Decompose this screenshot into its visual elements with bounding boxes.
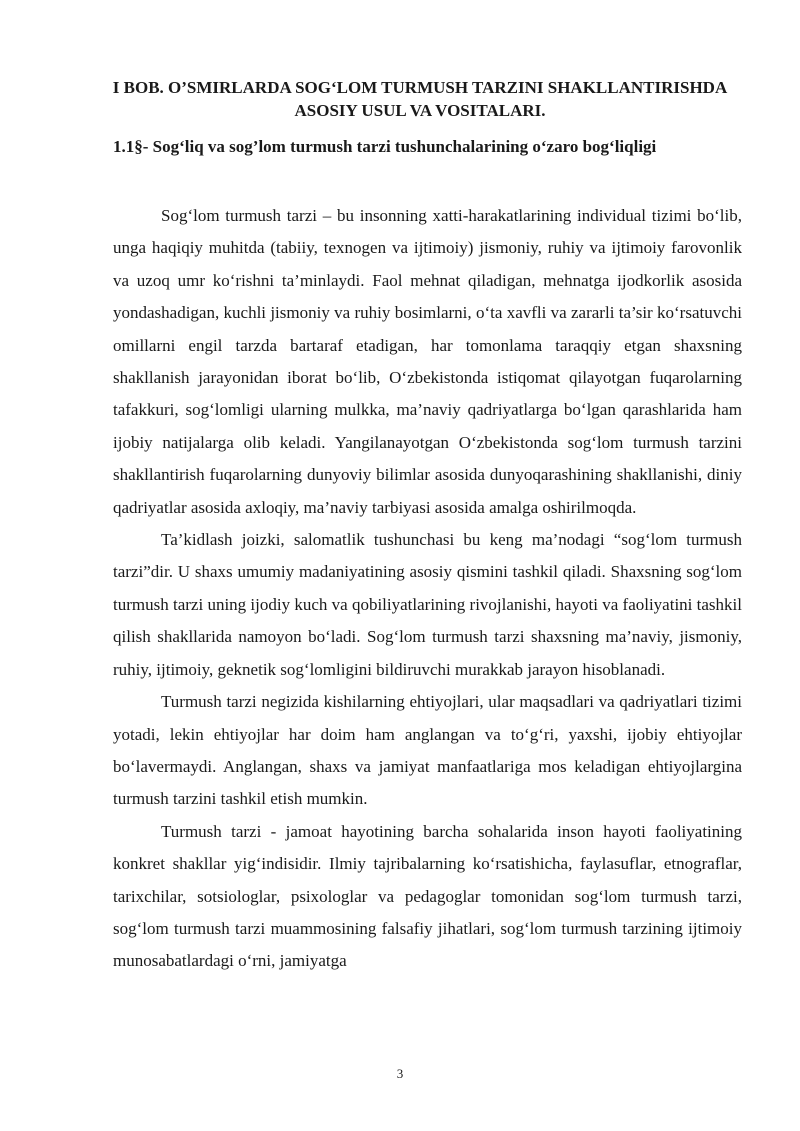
page-number: 3 (396, 1066, 404, 1081)
paragraph: Ta’kidlash joizki, salomatlik tushunchasi bu keng ma’nodagi “sog‘lom turmush tarzi”dir. U shaxs umumiy madaniyatining asosiy qismini tashkil qiladi. Shaxsning sog‘lom turmush tarzi uning ijodiy kuch va qobiliyatlarining rivojlanishi, hayoti va faoliyatini tashkil qilish shakllarida namoyon bo‘ladi. Sog‘lom turmush tarzi shaxsning ma’naviy, jismoniy, ruhiy, ijtimoiy, geknetik sog‘lomligini bildiruvchi murakkab jarayon hisoblanadi. (113, 530, 742, 679)
section-title: 1.1§- Sog‘liq va sog’lom turmush tarzi tushunchalarining o‘zaro bog‘liqligi (113, 137, 657, 156)
paragraph: Turmush tarzi negizida kishilarning ehtiyojlari, ular maqsadlari va qadriyatlari tizimi yotadi, lekin ehtiyojlar har doim ham anglangan va to‘g‘ri, yaxshi, ijobiy ehtiyojlar bo‘lavermaydi. Anglangan, shaxs va jamiyat manfaatlariga mos keladigan ehtiyojlargina turmush tarzini tashkil etish mumkin. (113, 692, 742, 809)
body-text (113, 200, 742, 978)
paragraph: Turmush tarzi - jamoat hayotining barcha sohalarida inson hayoti faoliyatining konkret shakllar yig‘indisidir. Ilmiy tajribalarning ko‘rsatishicha, faylasuflar, etnograflar, tarixchilar, sotsiologlar, psixologlar va pedagoglar tomonidan sog‘lom turmush tarzi, sog‘lom turmush tarzi muammosining falsafiy jihatlari, sog‘lom turmush tarzining ijtimoiy munosabatlardagi o‘rni, jamiyatga (113, 821, 742, 971)
paragraph: Sog‘lom turmush tarzi – bu insonning xatti-harakatlarining individual tizimi bo‘lib, unga haqiqiy muhitda (tabiiy, texnogen va ijtimoiy) jismoniy, ruhiy va ijtimoiy farovonlik va uzoq umr ko‘rishni ta’minlaydi. Faol mehnat qiladigan, mehnatga ijodkorlik asosida yondashadigan, kuchli jismoniy va ruhiy bosimlarni, o‘ta xavfli va zararli ta’sir ko‘rsatuvchi omillarni engil tarzda bartaraf etadigan, har tomonlama taraqqiy etgan shaxsning shakllanish jarayonidan iborat bo‘lib, O‘zbekistonda istiqomat qilayotgan fuqarolarning tafakkuri, sog‘lomligi ularning mulkka, ma’naviy qadriyatlarga bo‘lgan qarashlarida ham ijobiy natijalarga olib keladi. Yangilanayotgan O‘zbekistonda sog‘lom turmush tarzini shakllantirish fuqarolarning dunyoviy bilimlar asosida dunyoqarashining shakllanishi, diniy qadriyatlar asosida axloqiy, ma’naviy tarbiyasi asosida amalga oshirilmoqda. (113, 206, 742, 517)
chapter-title: I BOB. O’SMIRLARDA SOG‘LOM TURMUSH TARZINI SHAKLLANTIRISHDA ASOSIY USUL VA VOSITALARI. (112, 78, 728, 120)
